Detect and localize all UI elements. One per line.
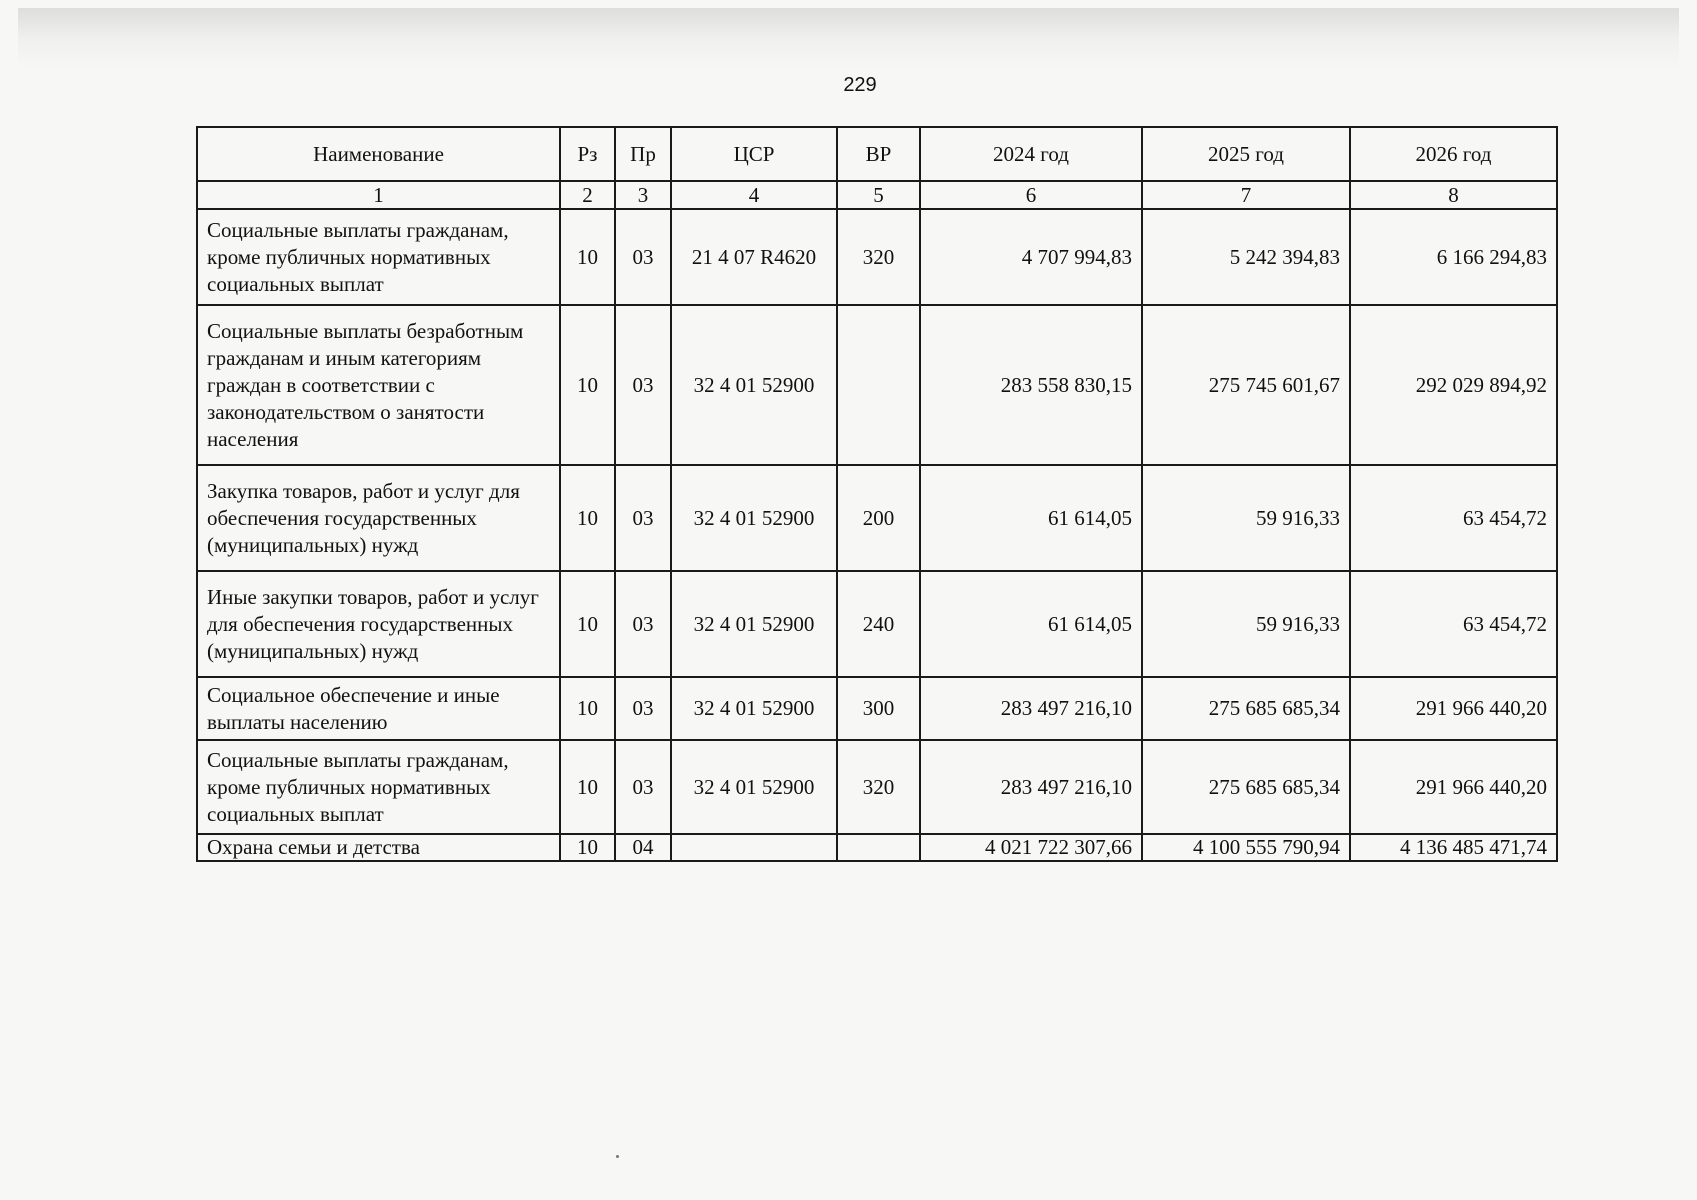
row-2026: 291 966 440,20 — [1350, 677, 1557, 740]
row-vr: 320 — [837, 209, 920, 305]
row-rz: 10 — [560, 571, 615, 677]
row-2024: 4 707 994,83 — [920, 209, 1142, 305]
row-2024: 283 497 216,10 — [920, 740, 1142, 834]
row-pr: 03 — [615, 740, 671, 834]
row-2026: 292 029 894,92 — [1350, 305, 1557, 465]
row-vr: 240 — [837, 571, 920, 677]
table-row — [197, 677, 1557, 740]
header-csr: ЦСР — [671, 127, 837, 181]
row-csr: 21 4 07 R4620 — [671, 209, 837, 305]
column-number: 5 — [837, 181, 920, 209]
row-rz: 10 — [560, 740, 615, 834]
row-vr: 200 — [837, 465, 920, 571]
header-2024: 2024 год — [920, 127, 1142, 181]
row-rz: 10 — [560, 834, 615, 861]
table-row — [197, 465, 1557, 571]
row-vr — [837, 305, 920, 465]
table-row — [197, 571, 1557, 677]
header-row — [197, 127, 1557, 181]
table-row — [197, 305, 1557, 465]
column-number: 3 — [615, 181, 671, 209]
column-number: 7 — [1142, 181, 1350, 209]
row-name: Охрана семьи и детства — [197, 834, 560, 861]
row-2025: 59 916,33 — [1142, 465, 1350, 571]
row-2026: 291 966 440,20 — [1350, 740, 1557, 834]
row-2025: 275 685 685,34 — [1142, 740, 1350, 834]
row-pr: 03 — [615, 571, 671, 677]
row-name: Социальное обеспечение и иные выплаты населению — [197, 677, 560, 740]
row-pr: 03 — [615, 677, 671, 740]
row-2026: 6 166 294,83 — [1350, 209, 1557, 305]
row-rz: 10 — [560, 677, 615, 740]
row-2025: 275 745 601,67 — [1142, 305, 1350, 465]
row-2026: 4 136 485 471,74 — [1350, 834, 1557, 861]
column-number-row — [197, 181, 1557, 209]
column-number: 8 — [1350, 181, 1557, 209]
row-2024: 4 021 722 307,66 — [920, 834, 1142, 861]
column-number: 4 — [671, 181, 837, 209]
column-number: 2 — [560, 181, 615, 209]
row-csr: 32 4 01 52900 — [671, 305, 837, 465]
row-rz: 10 — [560, 305, 615, 465]
page-number: 229 — [843, 74, 877, 96]
column-number: 1 — [197, 181, 560, 209]
table-row — [197, 740, 1557, 834]
header-rz: Рз — [560, 127, 615, 181]
scan-speck — [616, 1155, 619, 1158]
table-row — [197, 209, 1557, 305]
row-vr — [837, 834, 920, 861]
row-2025: 4 100 555 790,94 — [1142, 834, 1350, 861]
header-vr: ВР — [837, 127, 920, 181]
row-2024: 283 558 830,15 — [920, 305, 1142, 465]
row-2026: 63 454,72 — [1350, 571, 1557, 677]
row-csr: 32 4 01 52900 — [671, 465, 837, 571]
row-name: Социальные выплаты безработным гражданам и иным категориям граждан в соответствии с законодательством о занятости населения — [197, 305, 560, 465]
row-2025: 5 242 394,83 — [1142, 209, 1350, 305]
table-row — [197, 834, 1557, 861]
header-pr: Пр — [615, 127, 671, 181]
row-2025: 275 685 685,34 — [1142, 677, 1350, 740]
row-2024: 283 497 216,10 — [920, 677, 1142, 740]
scan-shadow — [18, 8, 1679, 68]
row-name: Иные закупки товаров, работ и услуг для обеспечения государственных (муниципальных) нужд — [197, 571, 560, 677]
row-name: Социальные выплаты гражданам, кроме публичных нормативных социальных выплат — [197, 740, 560, 834]
row-vr: 300 — [837, 677, 920, 740]
header-2025: 2025 год — [1142, 127, 1350, 181]
row-pr: 03 — [615, 209, 671, 305]
row-rz: 10 — [560, 465, 615, 571]
row-2026: 63 454,72 — [1350, 465, 1557, 571]
row-rz: 10 — [560, 209, 615, 305]
row-csr: 32 4 01 52900 — [671, 571, 837, 677]
header-2026: 2026 год — [1350, 127, 1557, 181]
row-vr: 320 — [837, 740, 920, 834]
row-name: Закупка товаров, работ и услуг для обеспечения государственных (муниципальных) нужд — [197, 465, 560, 571]
row-csr: 32 4 01 52900 — [671, 740, 837, 834]
row-csr — [671, 834, 837, 861]
row-pr: 04 — [615, 834, 671, 861]
row-2025: 59 916,33 — [1142, 571, 1350, 677]
column-number: 6 — [920, 181, 1142, 209]
row-csr: 32 4 01 52900 — [671, 677, 837, 740]
row-2024: 61 614,05 — [920, 465, 1142, 571]
row-name: Социальные выплаты гражданам, кроме публичных нормативных социальных выплат — [197, 209, 560, 305]
row-pr: 03 — [615, 305, 671, 465]
budget-table — [196, 126, 1558, 862]
header-name: Наименование — [197, 127, 560, 181]
row-pr: 03 — [615, 465, 671, 571]
row-2024: 61 614,05 — [920, 571, 1142, 677]
